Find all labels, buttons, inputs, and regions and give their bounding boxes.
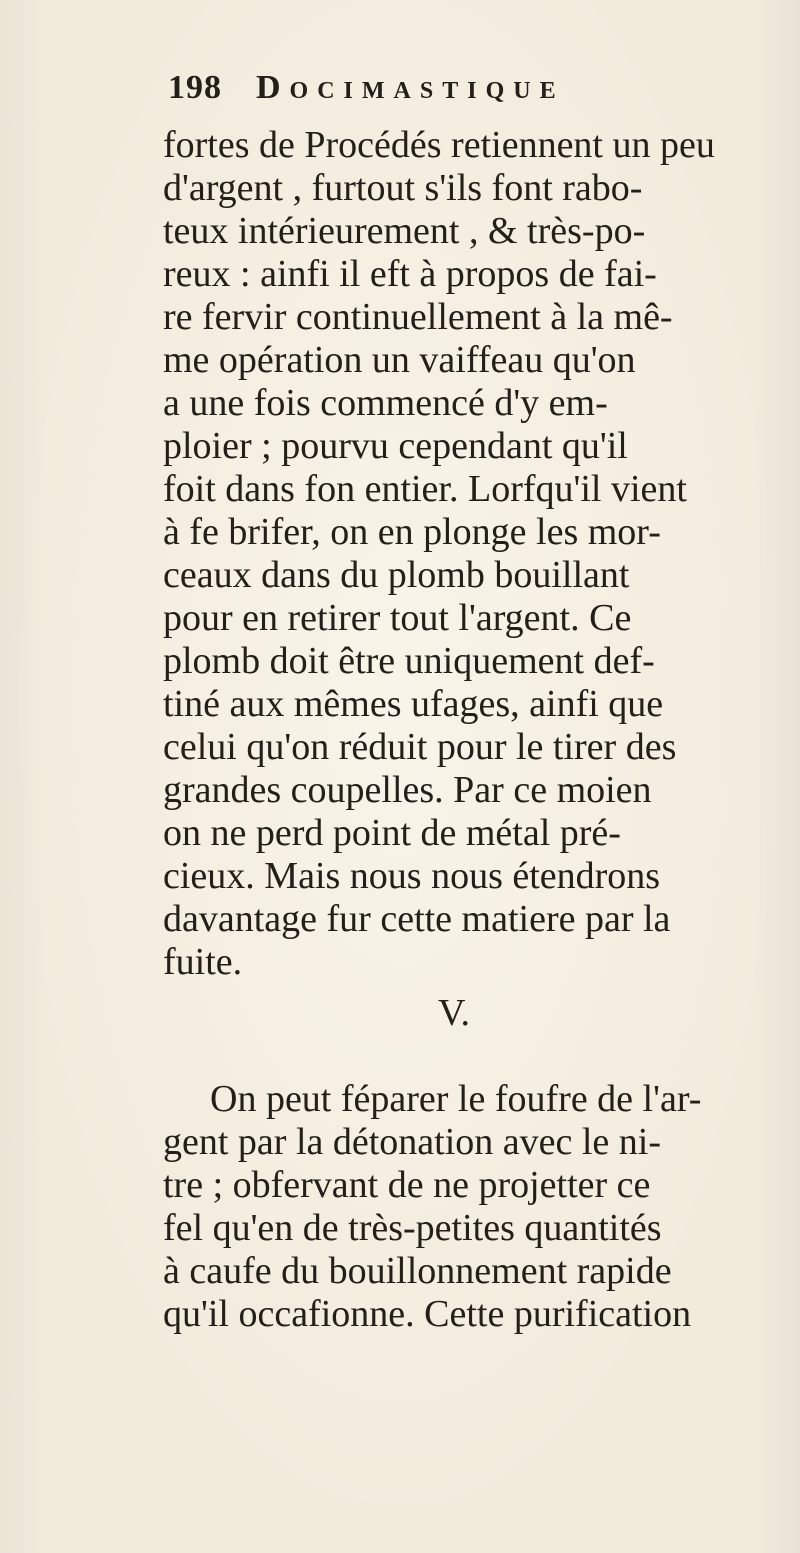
text-line: gent par la détonation avec le ni- <box>163 1121 662 1163</box>
text-line: ceaux dans du plomb bouillant <box>163 554 630 596</box>
page-header <box>168 68 748 108</box>
page-number: 198 <box>168 69 222 106</box>
text-line: plomb doit être uniquement def- <box>163 640 655 682</box>
text-line: a une fois commencé d'y em- <box>163 382 608 424</box>
text-line: on ne perd point de métal pré- <box>163 812 621 854</box>
text-line: fel qu'en de très-petites quantités <box>163 1207 662 1249</box>
text-line: teux intérieurement , & très-po- <box>163 210 646 252</box>
text-line: ploier ; pourvu cependant qu'il <box>163 425 628 467</box>
text-line: me opération un vaiffeau qu'on <box>163 339 636 381</box>
text-line: à fe brifer, on en plonge les mor- <box>163 511 661 553</box>
text-line: re fervir continuellement à la mê- <box>163 296 673 338</box>
text-line: pour en retirer tout l'argent. Ce <box>163 597 632 639</box>
text-line: tiné aux mêmes ufages, ainfi que <box>163 683 664 725</box>
text-line: fortes de Procédés retiennent un peu <box>163 124 715 166</box>
text-line: cieux. Mais nous nous étendrons <box>163 855 661 897</box>
text-line: foit dans fon entier. Lorfqu'il vient <box>163 468 687 510</box>
text-line: On peut féparer le foufre de l'ar- <box>210 1078 702 1120</box>
text-line: tre ; obfervant de ne projetter ce <box>163 1164 651 1206</box>
text-line: fuite. <box>163 941 243 983</box>
text-line: grandes coupelles. Par ce moien <box>163 769 652 811</box>
text-line: qu'il occafionne. Cette purification <box>163 1293 692 1335</box>
text-line: reux : ainfi il eft à propos de fai- <box>163 253 657 295</box>
text-line: d'argent , furtout s'ils font rabo- <box>163 167 643 209</box>
text-line: davantage fur cette matiere par la <box>163 898 671 940</box>
running-title: Docimastique <box>256 69 565 106</box>
text-line: à caufe du bouillonnement rapide <box>163 1250 672 1292</box>
section-heading: V. <box>438 992 471 1034</box>
text-line: celui qu'on réduit pour le tirer des <box>163 726 677 768</box>
